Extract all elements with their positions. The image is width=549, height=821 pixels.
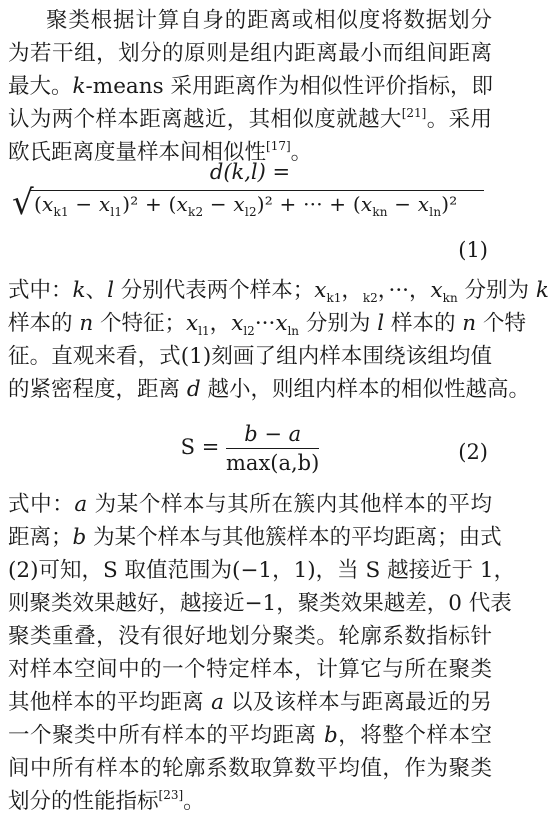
math: a	[74, 492, 88, 517]
text: 间中所有样本的轮廓系数取算数平均值，作为聚类	[8, 756, 492, 781]
para1-line4	[8, 105, 492, 135]
text: 分别为	[457, 278, 536, 303]
equation-1-sqrt	[10, 184, 492, 222]
math-k: k	[72, 74, 86, 99]
equation-1-number: (1)	[458, 238, 488, 262]
text: -means 采用距离作为相似性评价指标，即	[85, 74, 493, 99]
text: 最大。	[8, 74, 73, 99]
para1-line2	[8, 39, 492, 69]
para1-line3	[8, 72, 492, 102]
fraction	[226, 422, 319, 475]
sqrt-bar	[30, 190, 484, 191]
text: 式中：	[8, 492, 75, 517]
subscript: k2	[362, 291, 378, 305]
text: 以及该样本与距离最近的另	[223, 690, 492, 715]
para3-line8	[8, 721, 492, 751]
equation-1-body: $(x_{k1} - x_{l1})^2 + (x_{k2} - x_{l2})^2$ + ··· + $(x_{kn} - x_{ln})^2$	[34, 192, 458, 219]
para3-line5	[8, 622, 492, 652]
text: 样本的	[384, 311, 463, 336]
text: 其他样本的平均距离	[8, 690, 212, 715]
subscript: kn	[442, 291, 458, 305]
math: b	[72, 525, 87, 550]
text: 为若干组，划分的原则是组内距离最小而组间距离	[8, 41, 492, 66]
text: 欧氏距离度量样本间相似性	[8, 140, 267, 165]
text: 为某个样本与其所在簇内其他样本的平均	[87, 492, 492, 517]
para2-line4	[8, 375, 530, 405]
text: 。采用	[426, 107, 492, 132]
para3-line2	[8, 523, 502, 553]
text: 越小，则组内样本的相似性越高。	[200, 377, 530, 402]
text: ，	[209, 311, 232, 336]
text: 式中：	[8, 278, 73, 303]
math: x	[231, 311, 244, 336]
text: ，	[341, 278, 363, 303]
text: 征。直观来看，式(1)刻画了组内样本围绕该组均值	[8, 344, 492, 369]
math: k	[535, 278, 549, 303]
text: 对样本空间中的一个特定样本，计算它与所在聚类	[8, 657, 492, 682]
text: ，···，	[377, 278, 431, 303]
subscript: k1	[326, 291, 342, 305]
math: x	[186, 311, 199, 336]
text: 、	[85, 278, 108, 303]
math: l	[107, 278, 114, 303]
subscript: l2	[243, 324, 255, 338]
text: 为某个样本与其他簇样本的平均距离；由式	[86, 525, 502, 550]
para3-line1	[8, 490, 492, 520]
math: n	[462, 311, 477, 336]
text: ···	[254, 311, 276, 336]
text: 认为两个样本距离越近，其相似度就越大	[8, 107, 402, 132]
text: 个特	[476, 311, 526, 336]
equation-1-lhs: d(k,l) =	[209, 160, 291, 184]
sqrt-symbol: √	[12, 183, 34, 223]
math: x	[275, 311, 288, 336]
math: l	[377, 311, 385, 336]
subscript: l1	[198, 324, 210, 338]
subscript: ln	[287, 324, 300, 338]
equation-2-number: (2)	[458, 440, 488, 464]
equation-2-lhs: S =	[180, 435, 220, 459]
para2-line2	[8, 309, 526, 339]
text: 距离；	[8, 525, 73, 550]
para3-line10	[8, 787, 492, 817]
para3-line9	[8, 754, 492, 784]
text: 聚类重叠，没有很好地划分聚类。轮廓系数指标针	[8, 624, 492, 649]
fraction-numerator: b − a	[226, 422, 319, 449]
math: k	[72, 278, 86, 303]
equation-2	[0, 422, 500, 475]
text: 。	[183, 789, 205, 814]
para3-line3	[8, 556, 516, 586]
text: 样本的	[8, 311, 80, 336]
text: 分别为	[299, 311, 378, 336]
math: d	[186, 377, 201, 402]
para3-line4	[8, 589, 512, 619]
text: 聚类根据计算自身的距离或相似度将数据划分	[46, 8, 492, 33]
math: a	[211, 690, 224, 715]
math: x	[430, 278, 443, 303]
citation-21: [21]	[401, 106, 427, 120]
text: (2)可知，S 取值范围为(−1，1)，当 S 越接近于 1，	[8, 558, 516, 583]
text: 划分的性能指标	[8, 789, 159, 814]
text: 分别代表两个样本；	[113, 278, 315, 303]
math: b	[323, 723, 338, 748]
text: 一个聚类中所有样本的平均距离	[8, 723, 324, 748]
math: x	[314, 278, 327, 303]
text: 则聚类效果越好，越接近−1，聚类效果越差，0 代表	[8, 591, 512, 616]
fraction-denominator: max(a,b)	[226, 451, 320, 475]
para3-line7	[8, 688, 492, 718]
text: 个特征；	[93, 311, 187, 336]
citation-17: [17]	[266, 139, 291, 153]
text: 的紧密程度，距离	[8, 377, 187, 402]
math: n	[79, 311, 94, 336]
text: ，将整个样本空	[337, 723, 492, 748]
para2-line3	[8, 342, 492, 372]
para2-line1	[8, 276, 549, 306]
citation-23: [23]	[158, 788, 184, 802]
para3-line6	[8, 655, 492, 685]
para1-line1	[46, 6, 492, 36]
text: 。	[290, 140, 313, 165]
